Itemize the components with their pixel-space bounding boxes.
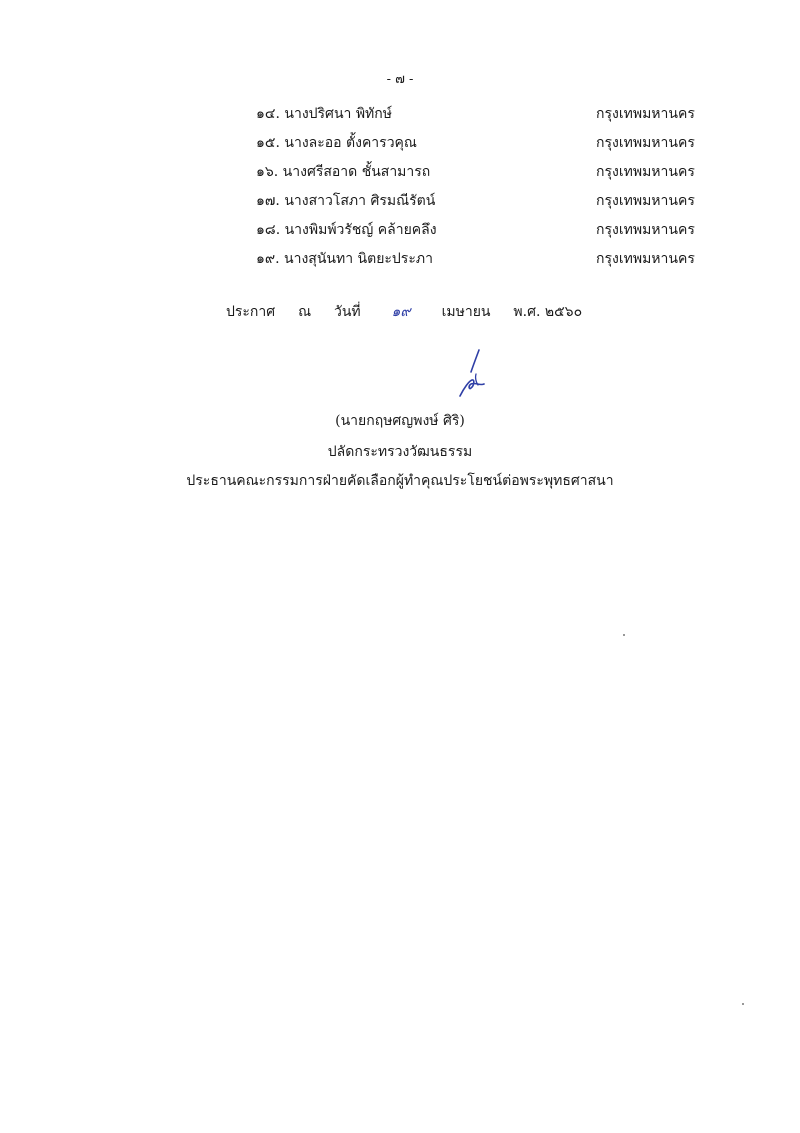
list-item <box>256 216 706 245</box>
list-item <box>256 158 706 187</box>
scan-speck <box>623 634 625 636</box>
announcement-date-line <box>226 302 582 322</box>
awardee-province: กรุงเทพมหานคร <box>596 106 695 122</box>
announcement-month: เมษายน <box>441 304 491 320</box>
signer-name: (นายกฤษศญพงษ์ ศิริ) <box>335 413 465 429</box>
awardee-name: ๑๖. นางศรีสอาด ชั้นสามารถ <box>256 164 431 180</box>
announcement-prefix: ประกาศ <box>226 304 276 320</box>
awardee-name: ๑๔. นางปริศนา พิทักษ์ <box>256 106 392 122</box>
announcement-year: ๒๕๖๐ <box>544 304 583 320</box>
announcement-day-handwritten: ๑๙ <box>391 304 411 320</box>
page-number: - ๗ - <box>386 72 414 87</box>
awardee-province: กรุงเทพมหานคร <box>596 251 695 267</box>
list-item <box>256 187 706 216</box>
awardee-province: กรุงเทพมหานคร <box>596 135 695 151</box>
awardee-name: ๑๙. นางสุนันทา นิตยะประภา <box>256 251 433 267</box>
awardee-province: กรุงเทพมหานคร <box>596 222 695 238</box>
announcement-at: ณ <box>298 304 312 320</box>
awardee-province: กรุงเทพมหานคร <box>596 164 695 180</box>
awardee-name: ๑๕. นางละออ ตั้งคารวคุณ <box>256 135 417 151</box>
list-item <box>256 100 706 129</box>
handwritten-signature <box>452 348 492 400</box>
scan-speck <box>742 1003 744 1005</box>
list-item <box>256 129 706 158</box>
awardee-name: ๑๗. นางสาวโสภา ศิรมณีรัตน์ <box>256 193 436 209</box>
announcement-day-label: วันที่ <box>333 304 361 320</box>
list-item <box>256 245 706 274</box>
awardee-name: ๑๘. นางพิมพ์วรัชญ์ คล้ายคลึง <box>256 222 437 238</box>
signer-position: ปลัดกระทรวงวัฒนธรรม <box>327 444 473 460</box>
announcement-era: พ.ศ. <box>513 304 541 320</box>
awardee-province: กรุงเทพมหานคร <box>596 193 695 209</box>
awardee-list <box>256 100 706 274</box>
signer-committee-role: ประธานคณะกรรมการฝ่ายคัดเลือกผู้ทำคุณประโยชน์ต่อพระพุทธศาสนา <box>186 473 614 489</box>
